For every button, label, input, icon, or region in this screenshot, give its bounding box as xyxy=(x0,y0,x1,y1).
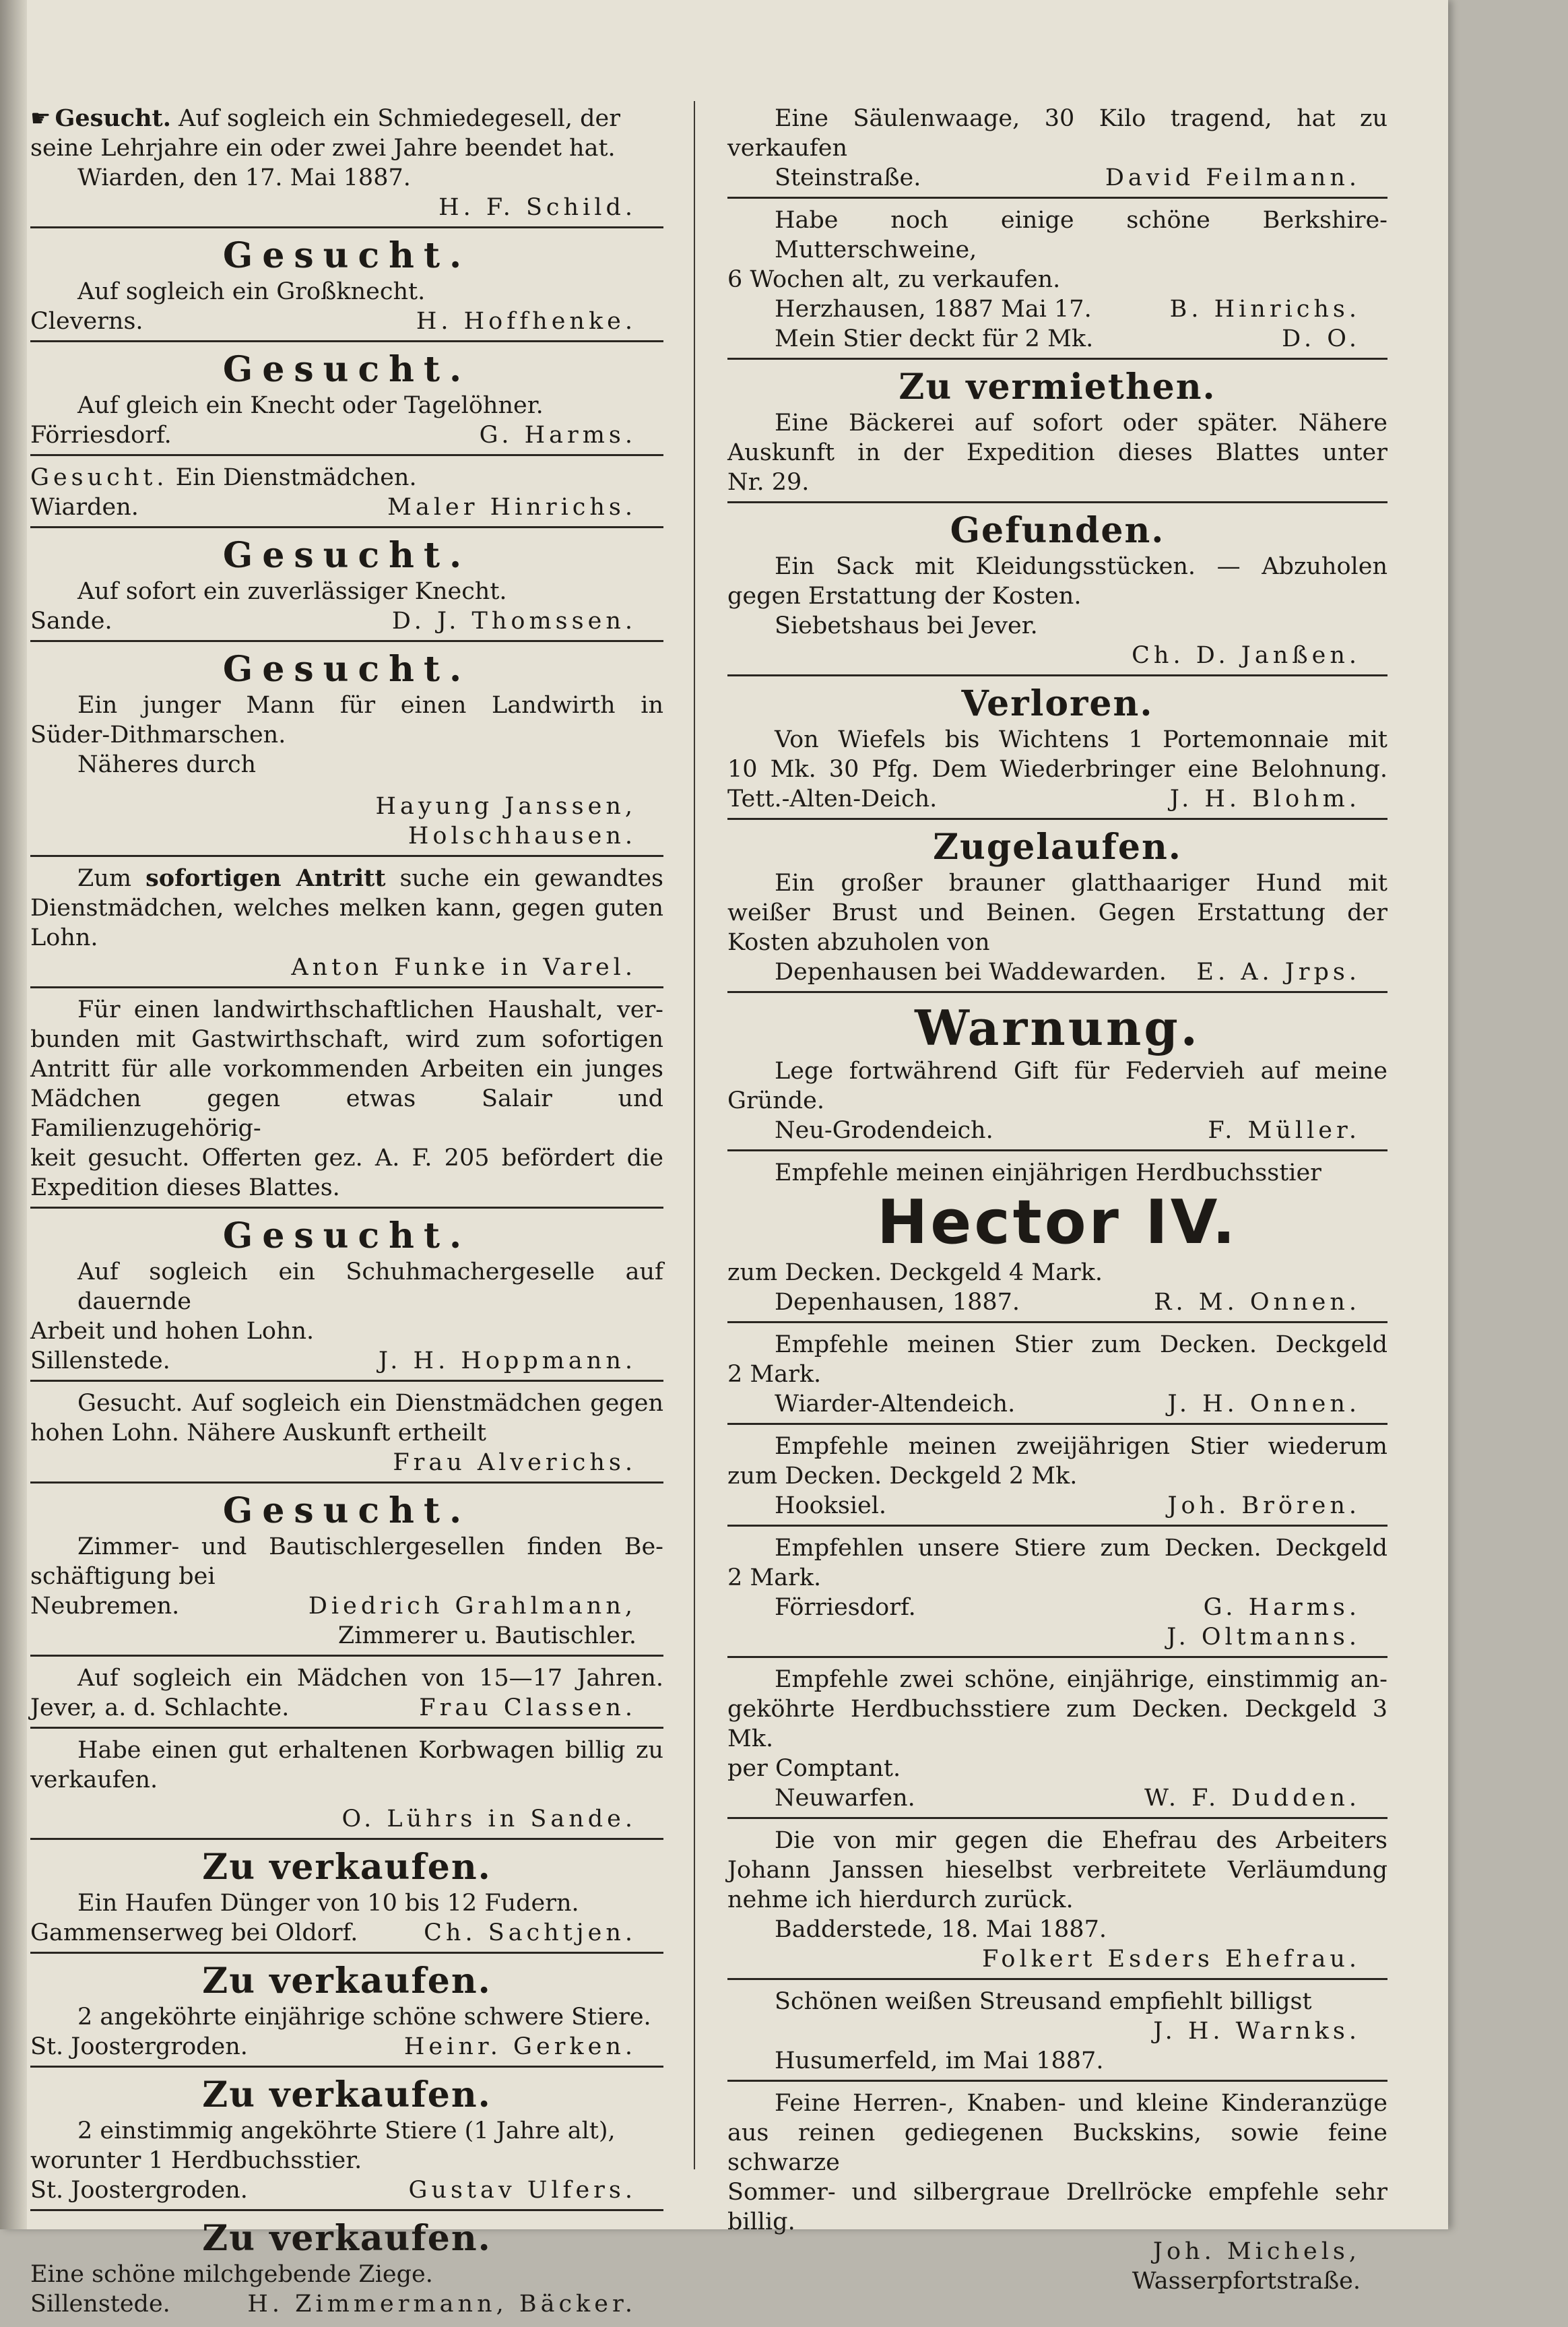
ad-text: Ein Dienstmädchen. xyxy=(175,464,417,491)
ad-text: Gründe. xyxy=(727,1087,825,1114)
ad-place: Sillenstede. xyxy=(30,2291,170,2318)
ad-signature: David Feilmann. xyxy=(1105,164,1361,191)
ad-text: Ein Sack mit Kleidungsstücken. — Abzuholen xyxy=(775,553,1387,580)
ad-heading: Gesucht. xyxy=(222,235,471,276)
ad-text: Auf gleich ein Knecht oder Tagelöhner. xyxy=(77,392,544,419)
ad-text: billig. xyxy=(727,2208,795,2235)
pointing-hand-icon: ☛ xyxy=(30,105,51,132)
ad-heading: Gefunden. xyxy=(950,510,1165,551)
ad-heading: Zu vermiethen. xyxy=(899,366,1216,408)
ad-korbwagen xyxy=(30,1733,663,1840)
ad-signature: Joh. Michels, xyxy=(1152,2238,1361,2265)
ad-signature: Ch. Sachtjen. xyxy=(424,1919,636,1946)
ad-text: Empfehle meinen zweijährigen Stier wiederum xyxy=(775,1433,1387,1460)
ad-signature: H. Zimmermann, Bäcker. xyxy=(247,2291,636,2318)
ad-emphasis: sofortigen Antritt xyxy=(145,864,386,892)
ad-stier-onnen xyxy=(727,1327,1387,1425)
ad-place: Husumerfeld, im Mai 1887. xyxy=(775,2047,1104,2074)
ad-signature: J. H. Warnks. xyxy=(1153,2018,1361,2045)
ad-signature: Zimmerer u. Bautischler. xyxy=(337,1622,636,1649)
ad-junger-mann xyxy=(30,646,663,857)
ad-signature: Hayung Janssen, xyxy=(375,793,636,820)
ad-text: Von Wiefels bis Wichtens 1 Portemonnaie mit xyxy=(775,726,1387,753)
ad-text: geköhrte Herdbuchsstiere zum Decken. Deckgeld 3 Mk. xyxy=(727,1696,1387,1752)
ad-place: Hooksiel. xyxy=(775,1492,887,1519)
ad-place: Wiarden, den 17. Mai 1887. xyxy=(77,164,411,191)
ad-signature: Maler Hinrichs. xyxy=(387,494,636,521)
ad-zugelaufen xyxy=(727,824,1387,993)
ad-place: Siebetshaus bei Jever. xyxy=(775,612,1038,639)
ad-text: Mädchen gegen etwas Salair und Familienzugehörig- xyxy=(30,1085,663,1142)
ad-text: Arbeit und hohen Lohn. xyxy=(30,1318,315,1345)
ad-signature: Diedrich Grahlmann, xyxy=(308,1593,636,1620)
ad-text: Ein großer brauner glatthaariger Hund mit xyxy=(775,870,1387,897)
ad-text: Expedition dieses Blattes. xyxy=(30,1174,340,1201)
ad-signature: J. H. Onnen. xyxy=(1167,1391,1361,1417)
ad-text: Johann Janssen hieselbst verbreitete Verläumdung xyxy=(727,1857,1387,1884)
ad-widerruf xyxy=(727,1823,1387,1980)
ad-heading: Gesucht. xyxy=(222,649,471,690)
ad-signature: G. Harms. xyxy=(1203,1594,1361,1621)
ad-signature: W. F. Dudden. xyxy=(1144,1785,1361,1812)
ad-text: Gesucht. Auf sogleich ein Dienstmädchen gegen xyxy=(77,1390,663,1417)
ad-text: aus reinen gediegenen Buckskins, sowie feine schwarze xyxy=(727,2119,1387,2176)
ad-text: Nr. 29. xyxy=(727,469,810,496)
ad-text: suche ein gewandtes xyxy=(399,865,663,892)
ad-haushalt xyxy=(30,992,663,1209)
ad-heading: Zu verkaufen. xyxy=(202,2074,492,2115)
ad-signature: E. A. Jrps. xyxy=(1196,959,1361,986)
ad-knecht-tageloehner xyxy=(30,346,663,456)
ad-place: Förriesdorf. xyxy=(775,1594,916,1621)
ad-signature: Frau Alverichs. xyxy=(393,1449,636,1476)
ad-saeulenwaage xyxy=(727,101,1387,199)
ad-gefunden xyxy=(727,507,1387,676)
ad-place: Badderstede, 18. Mai 1887. xyxy=(775,1916,1107,1943)
ad-duenger xyxy=(30,1844,663,1954)
ad-heading: Zu verkaufen. xyxy=(202,2218,492,2259)
ad-heading: Gesucht. xyxy=(222,1490,471,1531)
ad-zimmergesellen xyxy=(30,1488,663,1657)
ad-kinderanzuege xyxy=(727,2086,1387,2300)
ad-text: Auf sofort ein zuverlässiger Knecht. xyxy=(77,578,507,605)
ad-text: nehme ich hierdurch zurück. xyxy=(727,1886,1074,1913)
scan-edge xyxy=(0,0,27,2229)
ad-signature: Frau Classen. xyxy=(419,1694,636,1721)
ad-text: 2 Mark. xyxy=(727,1361,822,1388)
ad-place: Förriesdorf. xyxy=(30,422,172,449)
ad-text: Empfehle meinen Stier zum Decken. Deckgeld xyxy=(775,1331,1387,1358)
ad-signature: Joh. Brören. xyxy=(1167,1492,1361,1519)
ad-text: verkaufen xyxy=(727,135,848,162)
ad-text: Lege fortwährend Gift für Federvieh auf meine xyxy=(775,1058,1387,1085)
ad-text: Empfehle zwei schöne, einjährige, einstimmig an- xyxy=(775,1666,1387,1693)
ad-signature: Holschhausen. xyxy=(407,823,636,850)
left-column xyxy=(30,101,663,2327)
ad-place: Depenhausen, 1887. xyxy=(775,1289,1020,1316)
ad-stiere-gerken xyxy=(30,1958,663,2068)
ad-heading: Verloren. xyxy=(961,683,1154,724)
ad-signature: O. Lührs in Sande. xyxy=(341,1806,636,1832)
ad-place: Neu-Grodendeich. xyxy=(775,1117,993,1144)
ad-signature: Wasserpfortstraße. xyxy=(1132,2268,1361,2295)
ad-place: Gammenserweg bei Oldorf. xyxy=(30,1919,358,1946)
ad-head: Gesucht. xyxy=(30,464,168,491)
ad-maedchen-15-17 xyxy=(30,1661,663,1729)
ad-dienstmaedchen xyxy=(30,460,663,528)
ad-signature: Anton Funke in Varel. xyxy=(291,954,636,981)
ad-place: St. Joostergroden. xyxy=(30,2033,248,2060)
ad-text: bunden mit Gastwirthschaft, wird zum sofortigen xyxy=(30,1026,663,1053)
ad-schuhmachergeselle xyxy=(30,1213,663,1382)
ad-signature: J. H. Blohm. xyxy=(1169,786,1361,812)
ad-text: Dienstmädchen, welches melken kann, gegen guten Lohn. xyxy=(30,895,663,951)
ad-heading: Gesucht. xyxy=(222,1215,471,1256)
ad-text: weißer Brust und Beinen. Gegen Erstattung der xyxy=(727,899,1387,926)
ad-head: Gesucht. xyxy=(55,104,171,132)
ad-stiere-harms-oltmanns xyxy=(727,1531,1387,1658)
ad-place: Wiarder-Altendeich. xyxy=(775,1391,1016,1417)
ad-place: Neubremen. xyxy=(30,1593,180,1620)
ad-signature: R. M. Onnen. xyxy=(1154,1289,1361,1316)
ad-text: Feine Herren-, Knaben- und kleine Kinderanzüge xyxy=(775,2090,1387,2117)
ad-text: Auf sogleich ein Mädchen von 15—17 Jahren. xyxy=(77,1665,663,1692)
ad-signature: H. Hoffhenke. xyxy=(416,308,636,335)
ad-text: 2 Mark. xyxy=(727,1564,822,1591)
ad-text: seine Lehrjahre ein oder zwei Jahre beendet hat. xyxy=(30,135,616,162)
ad-heading: Warnung. xyxy=(915,999,1200,1056)
ad-text: schäftigung bei xyxy=(30,1563,216,1590)
ad-text: Habe einen gut erhaltenen Korbwagen billig zu xyxy=(77,1737,663,1764)
ad-place: St. Joostergroden. xyxy=(30,2177,248,2204)
ad-text: Zum xyxy=(77,865,132,892)
ad-zuverlaessiger-knecht xyxy=(30,532,663,642)
ad-text: Süder-Dithmarschen. xyxy=(30,722,286,748)
ad-text: Für einen landwirthschaftlichen Haushalt, ver- xyxy=(77,996,663,1023)
ad-text: Kosten abzuholen von xyxy=(727,929,990,956)
ad-signature: Gustav Ulfers. xyxy=(408,2177,636,2204)
ad-heading: Zugelaufen. xyxy=(933,827,1182,868)
ad-text: Eine schöne milchgebende Ziege. xyxy=(30,2261,433,2288)
ad-place: Herzhausen, 1887 Mai 17. xyxy=(775,296,1092,323)
ad-dienstmaedchen-hoher-lohn xyxy=(30,1386,663,1484)
ad-text: Sommer- und silbergraue Drellröcke empfehle sehr xyxy=(727,2179,1387,2206)
ad-text: Näheres durch xyxy=(77,751,257,778)
ad-text: Schönen weißen Streusand empfiehlt billigst xyxy=(775,1988,1312,2015)
ad-text: Zimmer- und Bautischlergesellen finden Be- xyxy=(77,1533,663,1560)
ad-place: Neuwarfen. xyxy=(775,1785,915,1812)
ad-berkshire xyxy=(727,203,1387,360)
ad-text: Empfehlen unsere Stiere zum Decken. Deckgeld xyxy=(775,1535,1387,1562)
ad-signature: F. Müller. xyxy=(1208,1117,1361,1144)
ad-signature: B. Hinrichs. xyxy=(1169,296,1361,323)
ad-heading: Zu verkaufen. xyxy=(202,1847,492,1888)
ad-text: Die von mir gegen die Ehefrau des Arbeiters xyxy=(775,1827,1387,1854)
right-column xyxy=(727,101,1387,2304)
ad-heading: Gesucht. xyxy=(222,349,471,390)
ad-signature: Folkert Esders Ehefrau. xyxy=(982,1946,1361,1973)
ad-text: 2 einstimmig angeköhrte Stiere (1 Jahre alt), xyxy=(77,2117,616,2144)
ad-text: gegen Erstattung der Kosten. xyxy=(727,583,1082,610)
ad-stiere-ulfers xyxy=(30,2072,663,2211)
ad-heading: Hector IV. xyxy=(876,1187,1238,1258)
ad-herdbuchsstiere-dudden xyxy=(727,1662,1387,1819)
ad-warnung xyxy=(727,997,1387,1151)
ad-text: Ein Haufen Dünger von 10 bis 12 Fudern. xyxy=(77,1890,579,1917)
ad-place: Wiarden. xyxy=(30,494,139,521)
ad-vermiethen xyxy=(727,364,1387,503)
ad-signature: J. Oltmanns. xyxy=(1167,1624,1361,1651)
ad-place: Jever, a. d. Schlachte. xyxy=(30,1694,290,1721)
column-divider xyxy=(694,101,695,2169)
ad-place: Cleverns. xyxy=(30,308,143,335)
ad-text: worunter 1 Herdbuchsstier. xyxy=(30,2147,362,2174)
ad-text: zum Decken. Deckgeld 4 Mark. xyxy=(727,1259,1103,1286)
ad-place: Depenhausen bei Waddewarden. xyxy=(775,959,1167,986)
ad-signature: H. F. Schild. xyxy=(438,194,636,221)
ad-text: 10 Mk. 30 Pfg. Dem Wiederbringer eine Belohnung. xyxy=(727,756,1387,783)
ad-sofortigen-antritt xyxy=(30,861,663,988)
ad-signature: D. O. xyxy=(1282,325,1361,352)
ad-hector xyxy=(727,1155,1387,1323)
ad-text: Auf sogleich ein Schmiedegesell, der xyxy=(178,105,620,132)
ad-grossknecht xyxy=(30,232,663,342)
ad-signature: G. Harms. xyxy=(479,422,636,449)
ad-text: 6 Wochen alt, zu verkaufen. xyxy=(727,266,1061,293)
ad-ziege xyxy=(30,2215,663,2323)
ad-signature: Heinr. Gerken. xyxy=(403,2033,636,2060)
ad-signature: Ch. D. Janßen. xyxy=(1132,642,1361,669)
ad-text: Antritt für alle vorkommenden Arbeiten ein junges xyxy=(30,1056,663,1083)
ad-text: zum Decken. Deckgeld 2 Mk. xyxy=(727,1463,1078,1490)
ad-text: Auskunft in der Expedition dieses Blattes unter xyxy=(727,439,1387,466)
ad-text: Auf sogleich ein Großknecht. xyxy=(77,278,426,305)
ad-signature: J. H. Hoppmann. xyxy=(378,1347,636,1374)
ad-text: Empfehle meinen einjährigen Herdbuchsstier xyxy=(775,1159,1321,1186)
ad-text: per Comptant. xyxy=(727,1755,901,1782)
ad-text: Ein junger Mann für einen Landwirth in xyxy=(77,692,663,719)
ad-stier-broeren xyxy=(727,1429,1387,1527)
ad-text: Habe noch einige schöne Berkshire-Mutterschweine, xyxy=(775,207,1387,263)
ad-place: Tett.-Alten-Deich. xyxy=(727,786,938,812)
ad-text: Mein Stier deckt für 2 Mk. xyxy=(775,325,1094,352)
ad-text: Eine Säulenwaage, 30 Kilo tragend, hat zu xyxy=(775,105,1387,132)
ad-place: Steinstraße. xyxy=(775,164,921,191)
ad-signature: D. J. Thomssen. xyxy=(391,608,636,635)
ad-text: Eine Bäckerei auf sofort oder später. Nähere xyxy=(775,410,1387,437)
ad-text: hohen Lohn. Nähere Auskunft ertheilt xyxy=(30,1420,486,1446)
ad-text: verkaufen. xyxy=(30,1766,158,1793)
ad-place: Sande. xyxy=(30,608,112,635)
ad-verloren xyxy=(727,680,1387,820)
ad-text: Auf sogleich ein Schuhmachergeselle auf dauernde xyxy=(77,1258,663,1315)
ad-text: keit gesucht. Offerten gez. A. F. 205 befördert die xyxy=(30,1145,663,1172)
ad-text: 2 angeköhrte einjährige schöne schwere Stiere. xyxy=(77,2004,651,2031)
ad-place: Sillenstede. xyxy=(30,1347,170,1374)
ad-schmiedegesell xyxy=(30,101,663,228)
ad-heading: Zu verkaufen. xyxy=(202,1961,492,2002)
ad-heading: Gesucht. xyxy=(222,535,471,576)
ad-streusand xyxy=(727,1984,1387,2082)
